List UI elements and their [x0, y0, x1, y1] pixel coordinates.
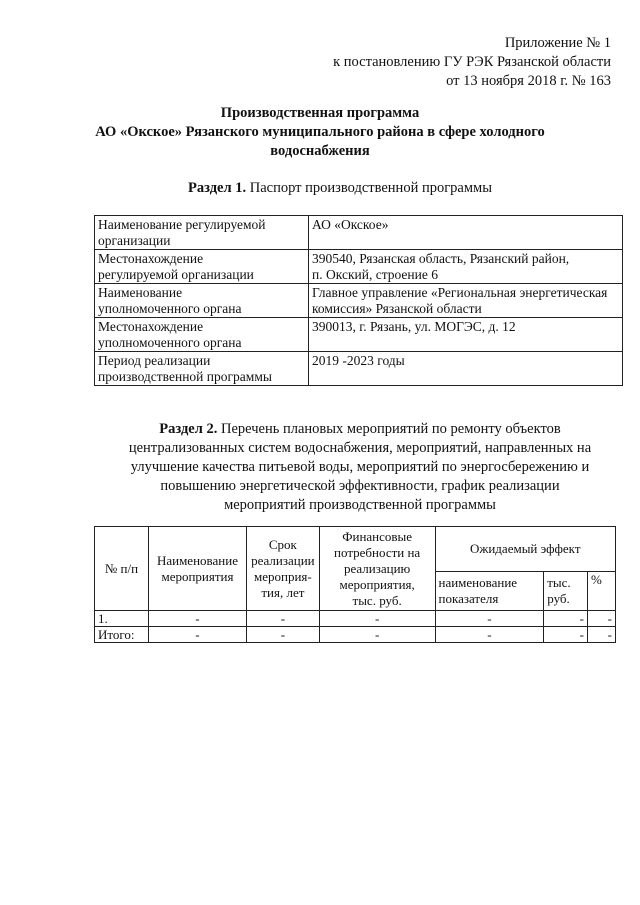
passport-key: [95, 352, 309, 386]
table-row: [95, 627, 616, 643]
key-line: регулируемой организации: [98, 267, 254, 282]
table-row: [95, 611, 616, 627]
title-line-2: АО «Окское» Рязанского муниципального района в сфере холодного: [95, 124, 545, 140]
value-line: 390540, Рязанская область, Рязанский район,: [312, 251, 570, 266]
cell-rub: -: [544, 611, 588, 627]
header-line: мероприя-: [254, 568, 312, 584]
header-line: тия, лет: [261, 584, 305, 600]
appendix-header: [333, 34, 611, 91]
key-line: Период реализации: [98, 353, 211, 368]
passport-value: [309, 284, 623, 318]
passport-key: [95, 318, 309, 352]
cell-name: -: [148, 611, 246, 627]
table-row: [95, 250, 623, 284]
cell-finance: -: [319, 627, 435, 643]
key-line: уполномоченного органа: [98, 335, 242, 350]
section-2-line-3: улучшение качества питьевой воды, мероприятий по энергосбережению и: [130, 459, 590, 475]
section-1-heading: [60, 180, 620, 197]
section-1-text: Паспорт производственной программы: [249, 180, 492, 196]
appendix-date: от 13 ноября 2018 г. № 163: [446, 73, 611, 89]
header-line: показателя: [438, 591, 499, 606]
key-line: организации: [98, 233, 171, 248]
key-line: Местонахождение: [98, 251, 204, 266]
header-line: Финансовые: [342, 528, 413, 544]
passport-value: [309, 352, 623, 386]
col-effect-header: Ожидаемый эффект: [435, 527, 616, 572]
section-2-label: Раздел 2.: [159, 421, 218, 437]
section-2-line-1: [100, 420, 620, 439]
cell-term: -: [246, 627, 319, 643]
section-2-text: Перечень плановых мероприятий по ремонту объектов: [220, 421, 561, 437]
header-line: тыс.: [547, 575, 571, 590]
cell-percent: -: [587, 611, 615, 627]
measures-table: [94, 526, 616, 643]
header-line: тыс. руб.: [352, 592, 402, 608]
cell-finance: -: [319, 611, 435, 627]
value-line: комиссия» Рязанской области: [312, 301, 482, 316]
section-1-label: Раздел 1.: [188, 180, 247, 196]
col-rub-header: [544, 572, 588, 611]
document-title: [60, 104, 580, 161]
table-row: [95, 318, 623, 352]
table-row: [95, 216, 623, 250]
passport-value: [309, 250, 623, 284]
title-line-1: Производственная программа: [220, 105, 420, 121]
value-line: АО «Окское»: [312, 217, 389, 232]
row-number: 1.: [95, 611, 149, 627]
key-line: уполномоченного органа: [98, 301, 242, 316]
section-2-line-5: мероприятий производственной программы: [224, 497, 496, 513]
cell-name: -: [148, 627, 246, 643]
table-row: [95, 284, 623, 318]
cell-indicator: -: [435, 627, 544, 643]
passport-key: [95, 216, 309, 250]
passport-table: [94, 215, 623, 386]
value-line: п. Окский, строение 6: [312, 267, 438, 282]
passport-key: [95, 250, 309, 284]
col-term-header: [246, 527, 319, 611]
header-line: реализацию: [343, 560, 411, 576]
col-indicator-header: [435, 572, 544, 611]
key-line: производственной программы: [98, 369, 272, 384]
appendix-resolution: к постановлению ГУ РЭК Рязанской области: [333, 54, 611, 70]
cell-indicator: -: [435, 611, 544, 627]
title-line-3: водоснабжения: [270, 143, 370, 159]
header-row: [95, 527, 616, 572]
col-number-header: № п/п: [95, 527, 149, 611]
col-finance-header: [319, 527, 435, 611]
header-line: мероприятия: [161, 568, 234, 584]
header-line: руб.: [547, 591, 570, 606]
value-line: Главное управление «Региональная энергетическая: [312, 285, 608, 300]
section-2-heading: [100, 420, 620, 515]
appendix-number: Приложение № 1: [504, 35, 611, 51]
section-2-line-4: повышению энергетической эффективности, график реализации: [160, 478, 560, 494]
value-line: 390013, г. Рязань, ул. МОГЭС, д. 12: [312, 319, 516, 334]
key-line: Местонахождение: [98, 319, 204, 334]
value-line: 2019 -2023 годы: [312, 353, 405, 368]
cell-rub: -: [544, 627, 588, 643]
col-percent-header: %: [587, 572, 615, 611]
header-line: реализации: [251, 552, 315, 568]
key-line: Наименование: [98, 285, 183, 300]
section-2-line-2: централизованных систем водоснабжения, мероприятий, направленных на: [128, 440, 592, 456]
header-line: мероприятия,: [339, 576, 415, 592]
table-row: [95, 352, 623, 386]
header-line: потребности на: [334, 544, 421, 560]
cell-term: -: [246, 611, 319, 627]
cell-percent: -: [587, 627, 615, 643]
header-line: Наименование: [156, 552, 238, 568]
passport-value: [309, 318, 623, 352]
row-total-label: Итого:: [95, 627, 149, 643]
header-line: наименование: [438, 575, 518, 590]
passport-key: [95, 284, 309, 318]
key-line: Наименование регулируемой: [98, 217, 266, 232]
col-name-header: [148, 527, 246, 611]
passport-value: [309, 216, 623, 250]
header-line: Срок: [268, 536, 297, 552]
